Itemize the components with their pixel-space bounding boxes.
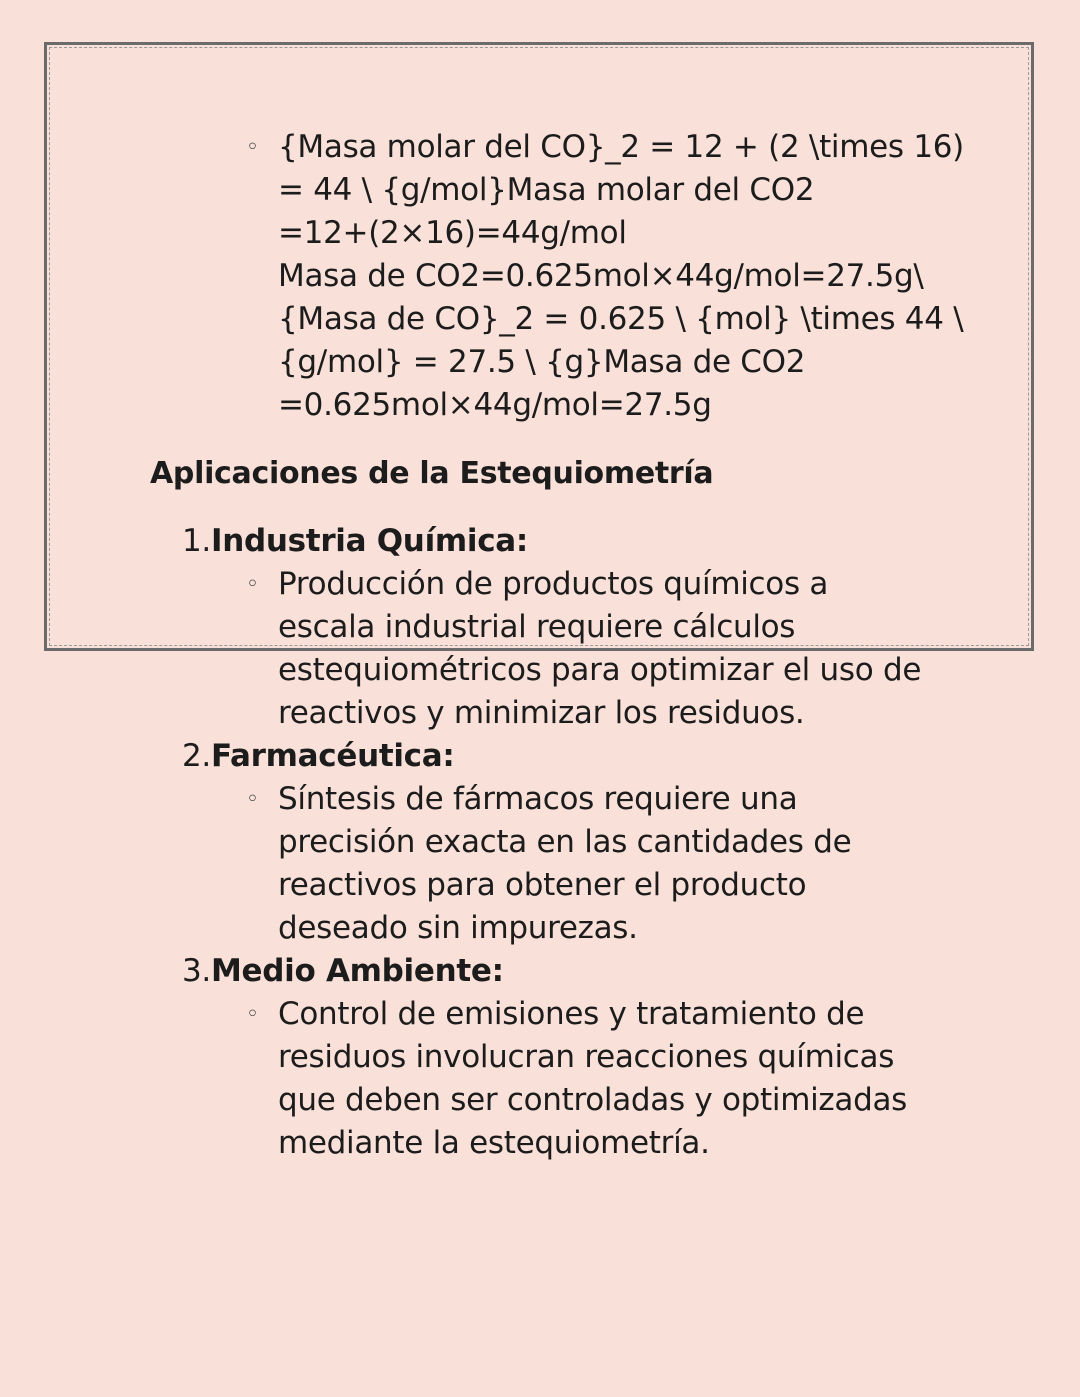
list-item-heading bbox=[182, 520, 528, 563]
formula-line: Masa de CO2=0.625mol×44g/mol=27.5g\ bbox=[278, 258, 924, 294]
description-line: Síntesis de fármacos requiere una bbox=[278, 781, 798, 817]
item-title: Industria Química: bbox=[210, 523, 529, 559]
item-number: 1. bbox=[182, 523, 211, 559]
item-title: Medio Ambiente: bbox=[210, 953, 504, 989]
item-description bbox=[278, 993, 938, 1165]
item-title: Farmacéutica: bbox=[210, 738, 455, 774]
list-item-heading bbox=[182, 950, 504, 993]
description-line: deseado sin impurezas. bbox=[278, 910, 638, 946]
formula-line: = 44 \ {g/mol}Masa molar del CO2 bbox=[278, 172, 815, 208]
formula-line: =12+(2×16)=44g/mol bbox=[278, 215, 627, 251]
formula-line: {Masa molar del CO}_2 = 12 + (2 \times 16) bbox=[278, 129, 964, 165]
description-line: escala industrial requiere cálculos bbox=[278, 609, 796, 645]
description-line: Control de emisiones y tratamiento de bbox=[278, 996, 865, 1032]
section-heading: Aplicaciones de la Estequiometría bbox=[150, 456, 714, 491]
description-line: reactivos para obtener el producto bbox=[278, 867, 807, 903]
formula-block bbox=[278, 126, 964, 427]
description-line: Producción de productos químicos a bbox=[278, 566, 829, 602]
bullet-marker: ◦ bbox=[246, 135, 259, 160]
formula-line: {g/mol} = 27.5 \ {g}Masa de CO2 bbox=[278, 344, 806, 380]
bullet-marker: ◦ bbox=[246, 572, 259, 597]
description-line: estequiométricos para optimizar el uso de bbox=[278, 652, 922, 688]
description-line: reactivos y minimizar los residuos. bbox=[278, 695, 805, 731]
description-line: mediante la estequiometría. bbox=[278, 1125, 710, 1161]
description-line: que deben ser controladas y optimizadas bbox=[278, 1082, 908, 1118]
item-number: 2. bbox=[182, 738, 211, 774]
item-description bbox=[278, 778, 938, 950]
item-number: 3. bbox=[182, 953, 211, 989]
formula-line: =0.625mol×44g/mol=27.5g bbox=[278, 387, 712, 423]
list-item-heading bbox=[182, 735, 454, 778]
description-line: precisión exacta en las cantidades de bbox=[278, 824, 852, 860]
bullet-marker: ◦ bbox=[246, 1002, 259, 1027]
item-description bbox=[278, 563, 938, 735]
description-line: residuos involucran reacciones químicas bbox=[278, 1039, 895, 1075]
formula-line: {Masa de CO}_2 = 0.625 \ {mol} \times 44 \ bbox=[278, 301, 964, 337]
bullet-marker: ◦ bbox=[246, 787, 259, 812]
